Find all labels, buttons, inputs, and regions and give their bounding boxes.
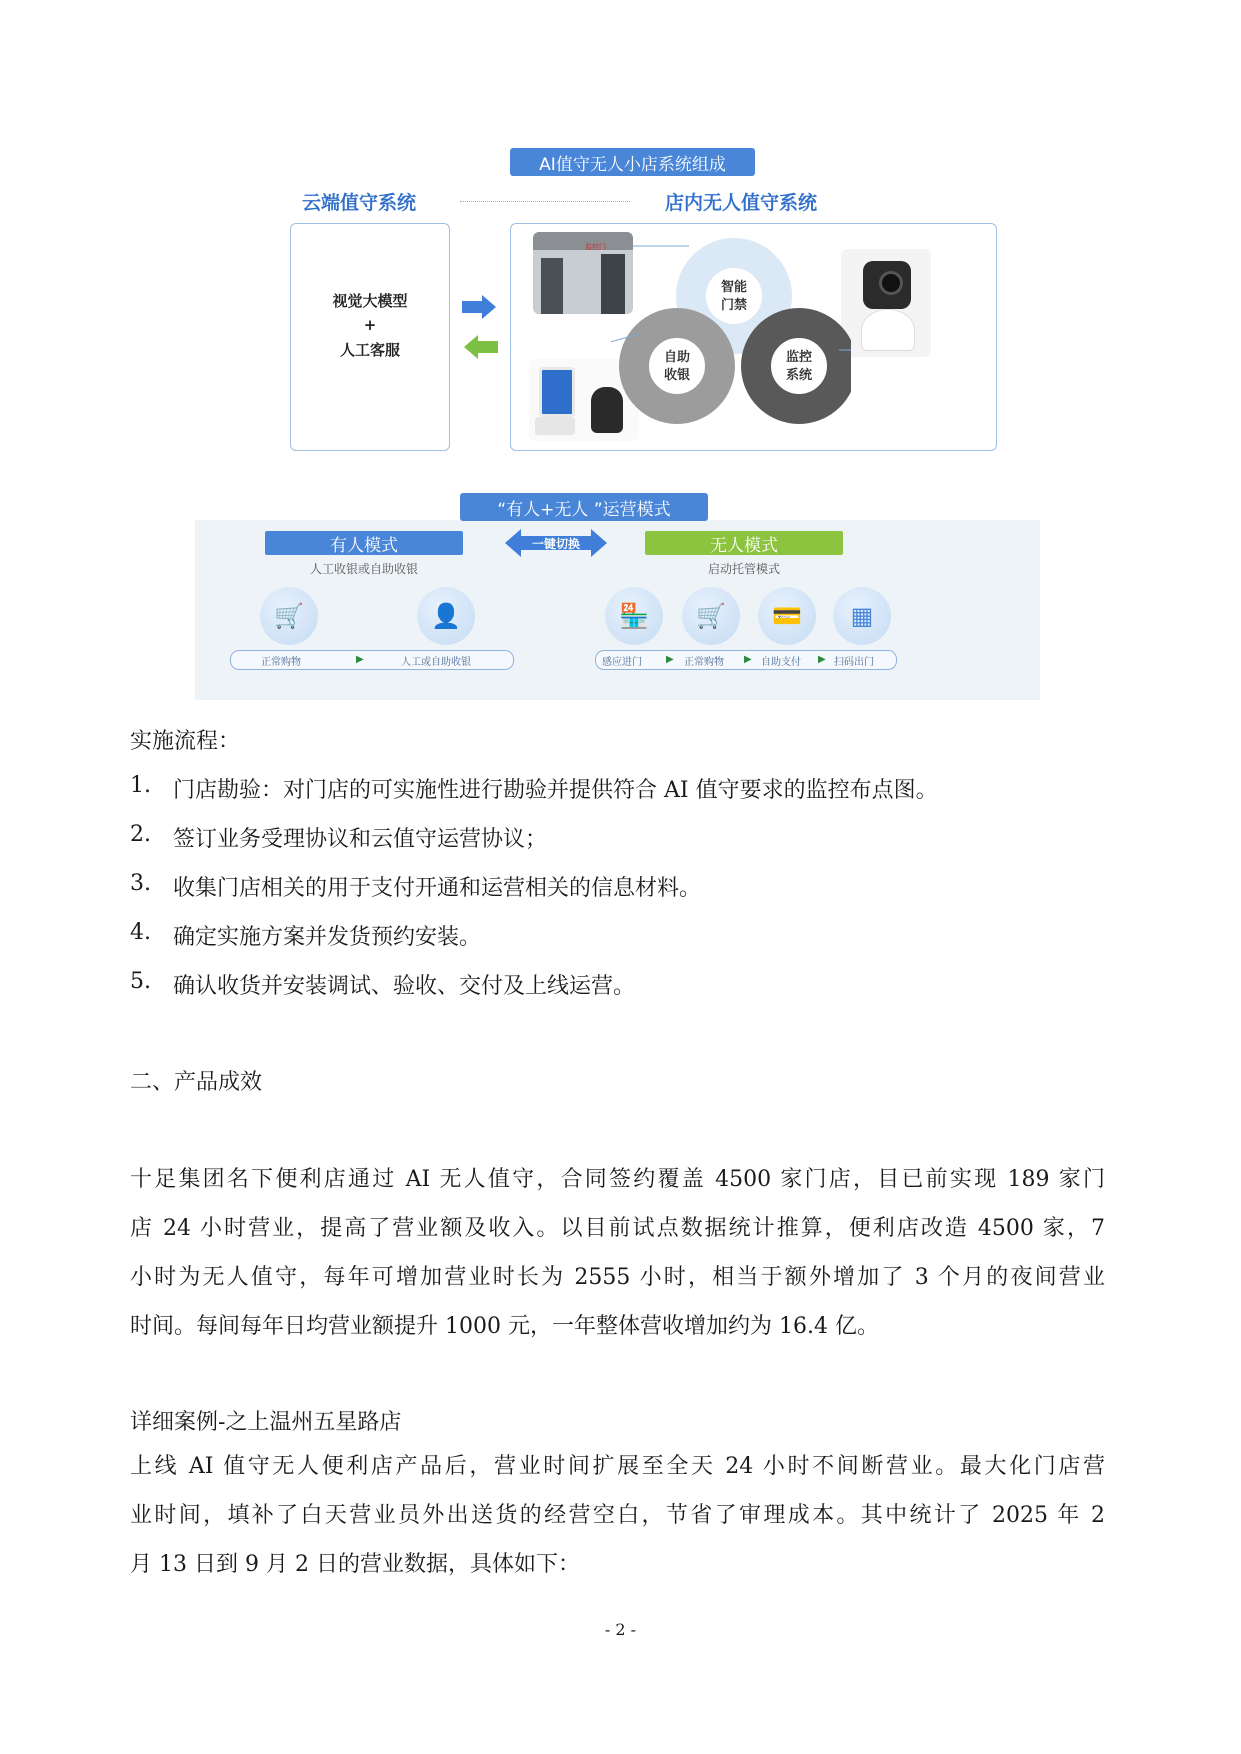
results-line-2: 店 24 小时营业，提高了营业额及收入。以目前试点数据统计推算，便利店改造 4500 家，7 [130, 1216, 1105, 1241]
list-item-3: 收集门店相关的用于支付开通和运营相关的信息材料。 [173, 876, 702, 901]
staffed-mode-label: 有人模式 [265, 531, 463, 555]
scan-exit-icon: ▦ [833, 587, 891, 645]
results-line-4: 时间。每间每年日均营业额提升 1000 元，一年整体营收增加约为 16.4 亿。 [130, 1314, 879, 1339]
staffed-mode-sub: 人工收银或自助收银 [309, 562, 418, 576]
kiosk-screen [539, 367, 575, 417]
list-item-num-5: 5. [130, 969, 151, 994]
store-section-label: 店内无人值守系统 [665, 192, 818, 214]
flow-arrow-icon: ▶ [666, 654, 674, 665]
page-number: - 2 - [604, 1620, 637, 1639]
ring-cashier-line2: 收银 [663, 368, 690, 383]
staffed-step-1: 正常购物 [261, 657, 301, 668]
list-item-num-4: 4. [130, 920, 151, 945]
store-entry-icon: 🏪 [605, 587, 663, 645]
camera-stand [861, 309, 915, 351]
list-item-num-2: 2. [130, 822, 151, 847]
switch-label: 一键切换 [531, 537, 580, 551]
case-title: 详细案例-之上温州五星路店 [130, 1410, 402, 1435]
rings-diagram [611, 224, 851, 450]
cart-icon-2: 🛒 [682, 587, 740, 645]
diagram-title: AI值守无人小店系统组成 [510, 148, 755, 176]
staffed-flow [230, 650, 514, 670]
kiosk-base [535, 417, 575, 435]
flow-arrow-icon: ▶ [356, 654, 364, 665]
list-item-5: 确认收货并安装调试、验收、交付及上线运营。 [173, 974, 636, 999]
results-line-1: 十足集团名下便利店通过 AI 无人值守，合同签约覆盖 4500 家门店，目已前实现 189 家门 [130, 1167, 1105, 1192]
unstaffed-step-1: 感应进门 [602, 657, 642, 668]
ring-label-gate [714, 279, 754, 315]
list-item-1: 门店勘验：对门店的可实施性进行勘验并提供符合 AI 值守要求的监控布点图。 [173, 778, 938, 803]
camera-photo [841, 249, 931, 357]
cashier-icon: 👤 [417, 587, 475, 645]
results-paragraph [130, 1155, 1105, 1351]
unstaffed-flow [595, 650, 897, 670]
cloud-plus: + [363, 316, 377, 334]
process-heading: 实施流程： [130, 729, 241, 754]
cloud-line-1: 视觉大模型 [332, 292, 408, 310]
list-item-2: 签订业务受理协议和云值守运营协议； [173, 827, 548, 852]
case-line-1: 上线 AI 值守无人便利店产品后，营业时间扩展至全天 24 小时不间断营业。最大化门店营 [130, 1454, 1105, 1479]
ring-gate-line1: 智能 [720, 280, 747, 295]
ring-label-monitor [779, 349, 819, 385]
ops-title: “有人+无人 ”运营模式 [460, 493, 708, 521]
camera-lens [879, 271, 903, 295]
ring-monitor-line2: 系统 [785, 368, 812, 383]
cloud-line-2: 人工客服 [339, 341, 400, 359]
unstaffed-step-4: 扫码出门 [834, 657, 874, 668]
ring-gate-line2: 门禁 [720, 298, 747, 313]
case-paragraph [130, 1442, 1105, 1589]
staffed-step-2: 人工或自助收银 [401, 657, 471, 668]
ring-cashier-line1: 自助 [663, 350, 690, 365]
door-tag: 监控门 [585, 243, 606, 251]
ring-monitor-line1: 监控 [785, 350, 812, 365]
payment-icon: 💳 [758, 587, 816, 645]
cloud-section-label: 云端值守系统 [302, 192, 417, 214]
cloud-panel [290, 223, 450, 451]
store-panel [510, 223, 997, 451]
list-item-4: 确定实施方案并发货预约安装。 [173, 925, 482, 950]
label-connector [460, 201, 630, 202]
ring-label-cashier [657, 349, 697, 385]
cart-icon: 🛒 [260, 587, 318, 645]
flow-arrow-icon: ▶ [818, 654, 826, 665]
unstaffed-mode-label: 无人模式 [645, 531, 843, 555]
flow-arrow-icon: ▶ [744, 654, 752, 665]
arrows-icon [460, 295, 500, 365]
list-item-num-1: 1. [130, 773, 151, 798]
system-diagram [195, 145, 1040, 700]
unstaffed-step-2: 正常购物 [684, 657, 724, 668]
case-line-3: 月 13 日到 9 月 2 日的营业数据，具体如下： [130, 1552, 580, 1577]
unstaffed-mode-sub: 启动托管模式 [707, 562, 780, 576]
section-heading: 二、产品成效 [130, 1070, 263, 1095]
door-left [541, 258, 563, 314]
unstaffed-step-3: 自助支付 [761, 657, 801, 668]
case-line-2: 业时间，填补了白天营业员外出送货的经营空白，节省了审理成本。其中统计了 2025 年 2 [130, 1503, 1105, 1528]
results-line-3: 小时为无人值守，每年可增加营业时长为 2555 小时，相当于额外增加了 3 个月的夜间营业 [130, 1265, 1105, 1290]
list-item-num-3: 3. [130, 871, 151, 896]
